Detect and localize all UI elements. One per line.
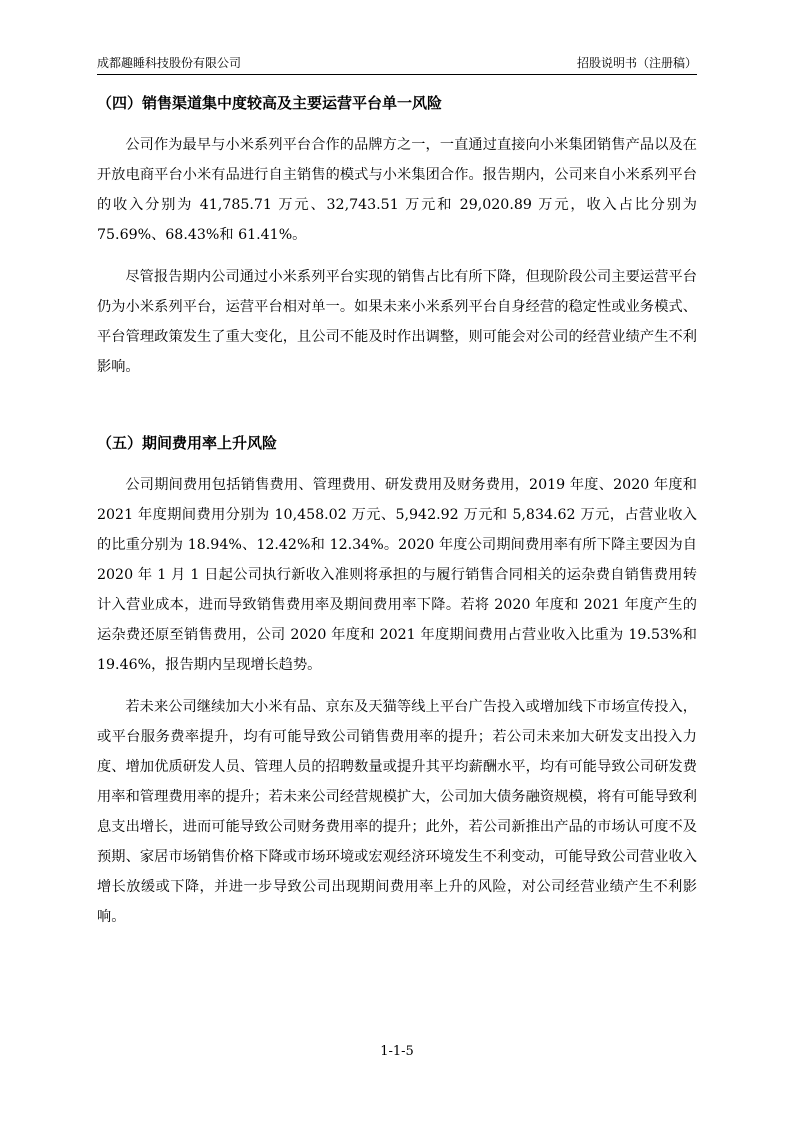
- page-header: [97, 52, 697, 75]
- paragraph-expense-increase-factors: 若未来公司继续加大小米有品、京东及天猫等线上平台广告投入或增加线下市场宣传投入，或平台服务费率提升，均有可能导致公司销售费用率的提升；若公司未来加大研发支出投入力度、增加优质研发人员、管理人员的招聘数量或提升其平均薪酬水平，均有可能导致公司研发费用率和管理费用率的提升；若未来公司经营规模扩大，公司加大债务融资规模，将有可能导致利息支出增长，进而可能导致公司财务费用率的提升；此外，若公司新推出产品的市场认可度不及预期、家居市场销售价格下降或市场环境或宏观经济环境发生不利变动，可能导致公司营业收入增长放缓或下降，并进一步导致公司出现期间费用率上升的风险，对公司经营业绩产生不利影响。: [97, 699, 697, 925]
- paragraph-period-expenses: 公司期间费用包括销售费用、管理费用、研发费用及财务费用，2019 年度、2020 年度和 2021 年度期间费用分别为 10,458.02 万元、5,942.92 万元和 5,834.62 万元，占营业收入的比重分别为 18.94%、12.42%和 12.34%。2020 年度公司期间费用率有所下降主要因为自 2020 年 1 月 1 日起公司执行新收入准则将承担的与履行销售合同相关的运杂费自销售费用转计入营业成本，进而导致销售费用率及期间费用率下降。若将 2020 年度和 2021 年度产生的运杂费还原至销售费用，公司 2020 年度和 2021 年度期间费用占营业收入比重为 19.53%和 19.46%，报告期内呈现增长趋势。: [97, 477, 697, 673]
- document-body: [97, 88, 697, 932]
- section-title-sales-channel-risk: （四）销售渠道集中度较高及主要运营平台单一风险: [97, 94, 443, 112]
- section-title-expense-rate-risk: （五）期间费用率上升风险: [97, 434, 278, 452]
- page-number: 1-1-5: [380, 1044, 414, 1059]
- paragraph-single-platform-risk: 尽管报告期内公司通过小米系列平台实现的销售占比有所下降，但现阶段公司主要运营平台仍为小米系列平台，运营平台相对单一。如果未来小米系列平台自身经营的稳定性或业务模式、平台管理政策发生了重大变化，且公司不能及时作出调整，则可能会对公司的经营业绩产生不利影响。: [97, 269, 697, 375]
- paragraph-xiaomi-cooperation: 公司作为最早与小米系列平台合作的品牌方之一，一直通过直接向小米集团销售产品以及在开放电商平台小米有品进行自主销售的模式与小米集团合作。报告期内，公司来自小米系列平台的收入分别为 41,785.71 万元、32,743.51 万元和 29,020.89 万元，收入占比分别为 75.69%、68.43%和 61.41%。: [97, 137, 697, 243]
- header-company-name: 成都趣睡科技股份有限公司: [97, 56, 242, 70]
- header-document-type: 招股说明书（注册稿）: [576, 56, 697, 70]
